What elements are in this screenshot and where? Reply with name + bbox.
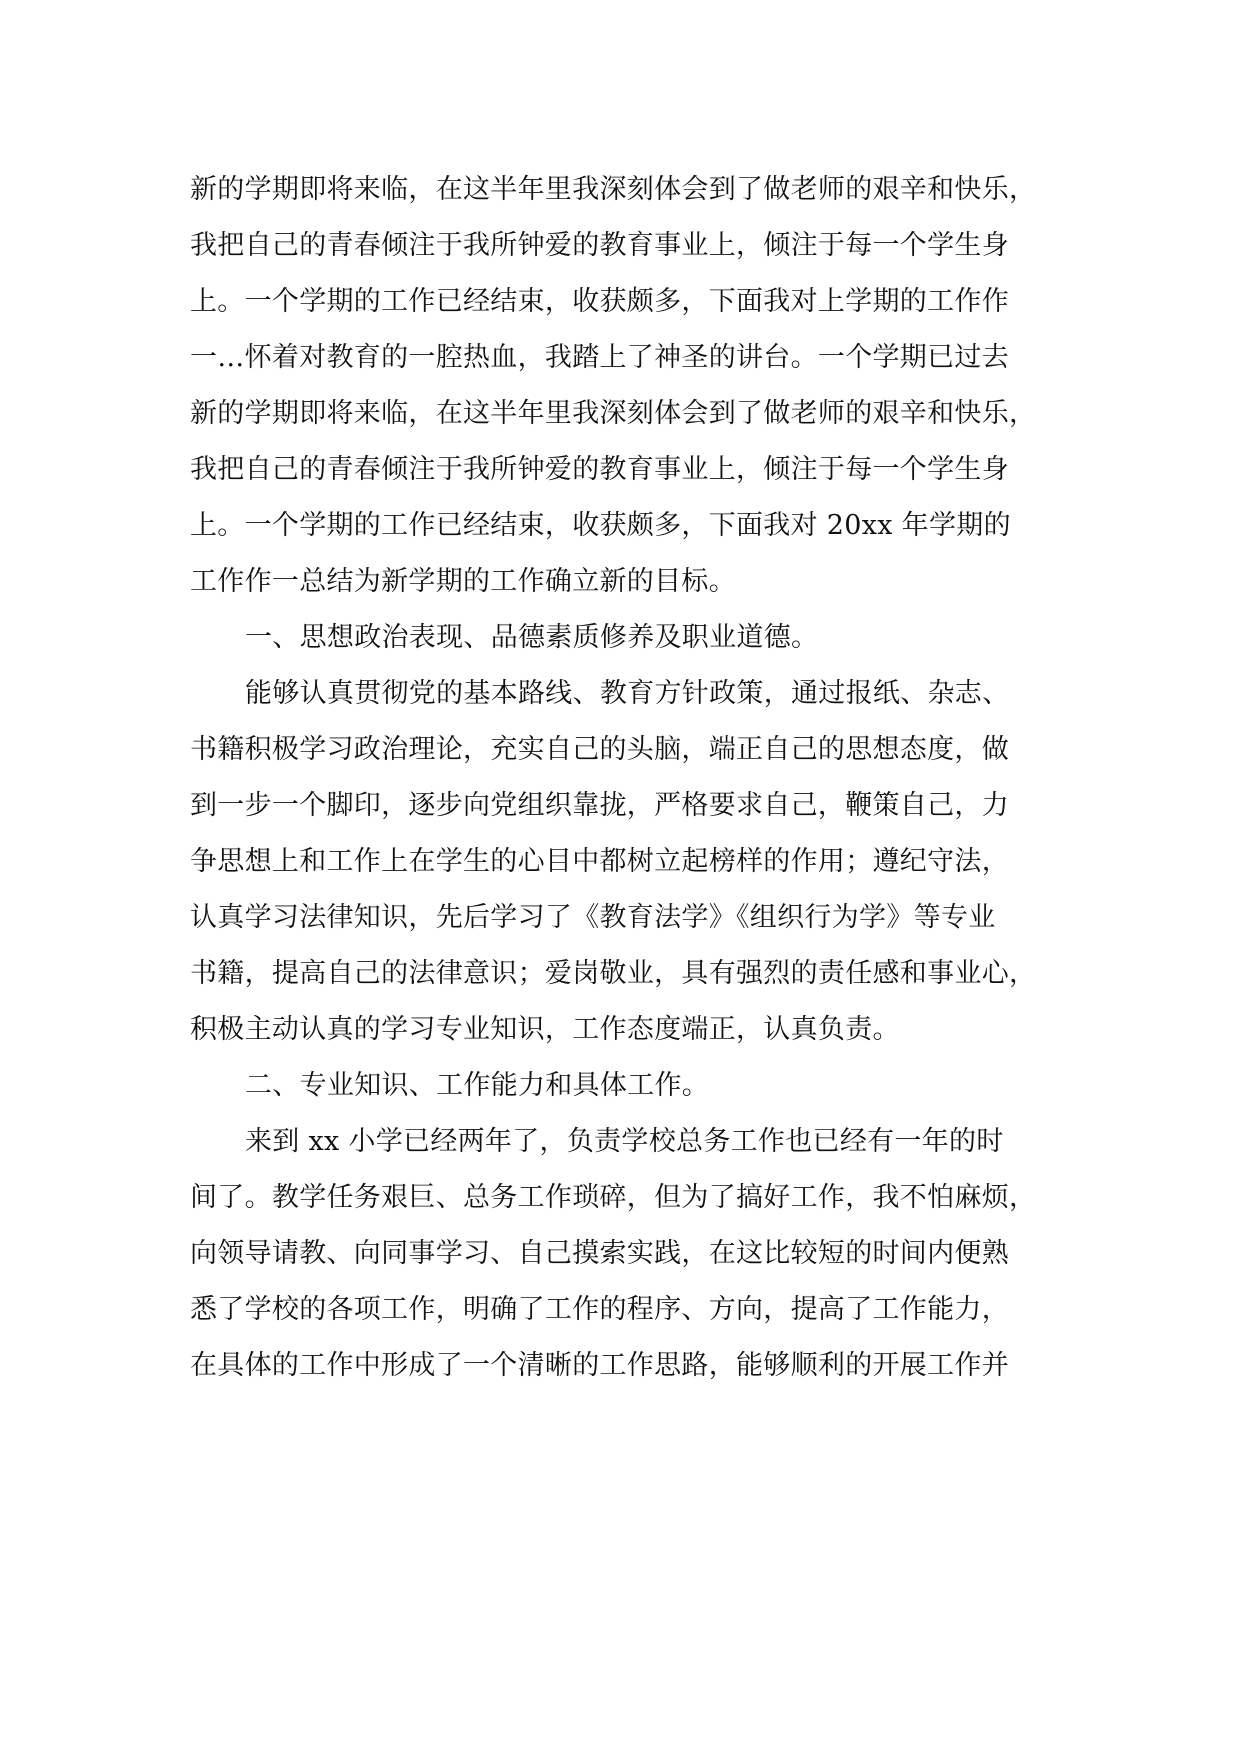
text-line: 积极主动认真的学习专业知识，工作态度端正，认真负责。 (190, 1014, 900, 1045)
text-line: 一…怀着对教育的一腔热血，我踏上了神圣的讲台。一个学期已过去 (190, 342, 1009, 373)
text-line: 新的学期即将来临，在这半年里我深刻体会到了做老师的艰辛和快乐， (190, 174, 1037, 205)
text-line: 工作作一总结为新学期的工作确立新的目标。 (190, 566, 736, 597)
text-line: 书籍，提高自己的法律意识；爱岗敬业，具有强烈的责任感和事业心， (190, 958, 1037, 989)
text-line: 向领导请教、向同事学习、自己摸索实践，在这比较短的时间内便熟 (190, 1238, 1009, 1269)
text-line: 我把自己的青春倾注于我所钟爱的教育事业上，倾注于每一个学生身 (190, 454, 1009, 485)
text-line: 来到 xx 小学已经两年了，负责学校总务工作也已经有一年的时 (245, 1126, 1004, 1157)
text-line: 到一步一个脚印，逐步向党组织靠拢，严格要求自己，鞭策自己，力 (190, 790, 1009, 821)
text-line: 新的学期即将来临，在这半年里我深刻体会到了做老师的艰辛和快乐， (190, 398, 1037, 429)
text-line: 在具体的工作中形成了一个清晰的工作思路，能够顺利的开展工作并 (190, 1350, 1009, 1381)
text-line: 书籍积极学习政治理论，充实自己的头脑，端正自己的思想态度，做 (190, 734, 1009, 765)
text-line: 我把自己的青春倾注于我所钟爱的教育事业上，倾注于每一个学生身 (190, 230, 1009, 261)
text-line: 能够认真贯彻党的基本路线、教育方针政策，通过报纸、杂志、 (245, 678, 1010, 709)
text-line: 认真学习法律知识，先后学习了《教育法学》《组织行为学》等专业 (190, 902, 996, 933)
text-line: 悉了学校的各项工作，明确了工作的程序、方向，提高了工作能力， (190, 1294, 1009, 1325)
text-line: 间了。教学任务艰巨、总务工作琐碎，但为了搞好工作，我不怕麻烦， (190, 1182, 1037, 1213)
text-line: 上。一个学期的工作已经结束，收获颇多，下面我对上学期的工作作 (190, 286, 1009, 317)
section-heading: 一、思想政治表现、品德素质修养及职业道德。 (245, 622, 819, 653)
text-line: 上。一个学期的工作已经结束，收获颇多，下面我对 20xx 年学期的 (190, 510, 1011, 541)
text-line: 争思想上和工作上在学生的心目中都树立起榜样的作用；遵纪守法， (190, 846, 1009, 877)
section-heading: 二、专业知识、工作能力和具体工作。 (245, 1070, 710, 1101)
